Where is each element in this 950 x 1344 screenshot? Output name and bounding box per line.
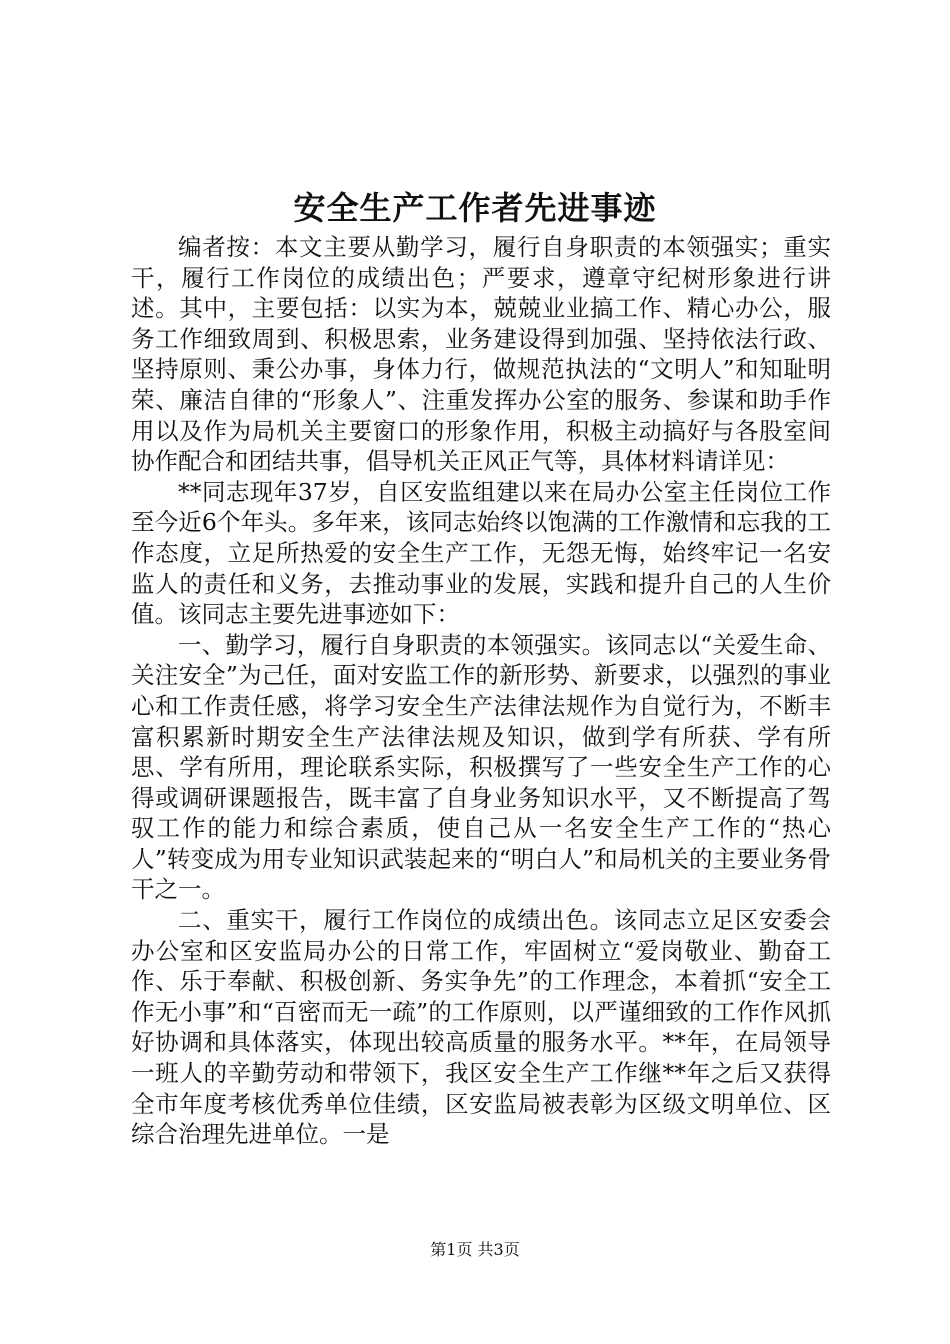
section-one-paragraph: 一、勤学习，履行自身职责的本领强实。该同志以“关爱生命、关注安全”为己任，面对安监工作的新形势、新要求，以强烈的事业心和工作责任感，将学习安全生产法律法规作为自觉行为，不断丰富积累新时期安全生产法律法规及知识，做到学有所获、学有所思、学有所用，理论联系实际，积极撰写了一些安全生产工作的心得或调研课题报告，既丰富了自身业务知识水平，又不断提高了驾驭工作的能力和综合素质，使自己从一名安全生产工作的“热心人”转变成为用专业知识武装起来的“明白人”和局机关的主要业务骨干之一。 [131, 630, 831, 904]
document-body [131, 232, 831, 1150]
editor-note-paragraph: 编者按：本文主要从勤学习，履行自身职责的本领强实；重实干，履行工作岗位的成绩出色；严要求，遵章守纪树形象进行讲述。其中，主要包括：以实为本，兢兢业业搞工作、精心办公，服务工作细致周到、积极思索，业务建设得到加强、坚持依法行政、坚持原则、秉公办事，身体力行，做规范执法的“文明人”和知耻明荣、廉洁自律的“形象人”、注重发挥办公室的服务、参谋和助手作用以及作为局机关主要窗口的形象作用，积极主动搞好与各股室间协作配合和团结共事，倡导机关正风正气等，具体材料请详见： [131, 233, 831, 476]
document-title: 安全生产工作者先进事迹 [293, 189, 657, 227]
section-two-paragraph: 二、重实干，履行工作岗位的成绩出色。该同志立足区安委会办公室和区安监局办公的日常工作，牢固树立“爱岗敬业、勤奋工作、乐于奉献、积极创新、务实争先”的工作理念，本着抓“安全工作无小事”和“百密而无一疏”的工作原则，以严谨细致的工作作风抓好协调和具体落实，体现出较高质量的服务水平。**年，在局领导一班人的辛勤劳动和带领下，我区安全生产工作继**年之后又获得全市年度考核优秀单位佳绩，区安监局被表彰为区级文明单位、区综合治理先进单位。一是 [131, 906, 831, 1149]
page-footer: 第1页 共3页 [430, 1240, 520, 1259]
intro-paragraph: **同志现年37岁，自区安监组建以来在局办公室主任岗位工作至今近6个年头。多年来，该同志始终以饱满的工作激情和忘我的工作态度，立足所热爱的安全生产工作，无怨无悔，始终牢记一名安监人的责任和义务，去推动事业的发展，实践和提升自己的人生价值。该同志主要先进事迹如下： [131, 477, 831, 629]
